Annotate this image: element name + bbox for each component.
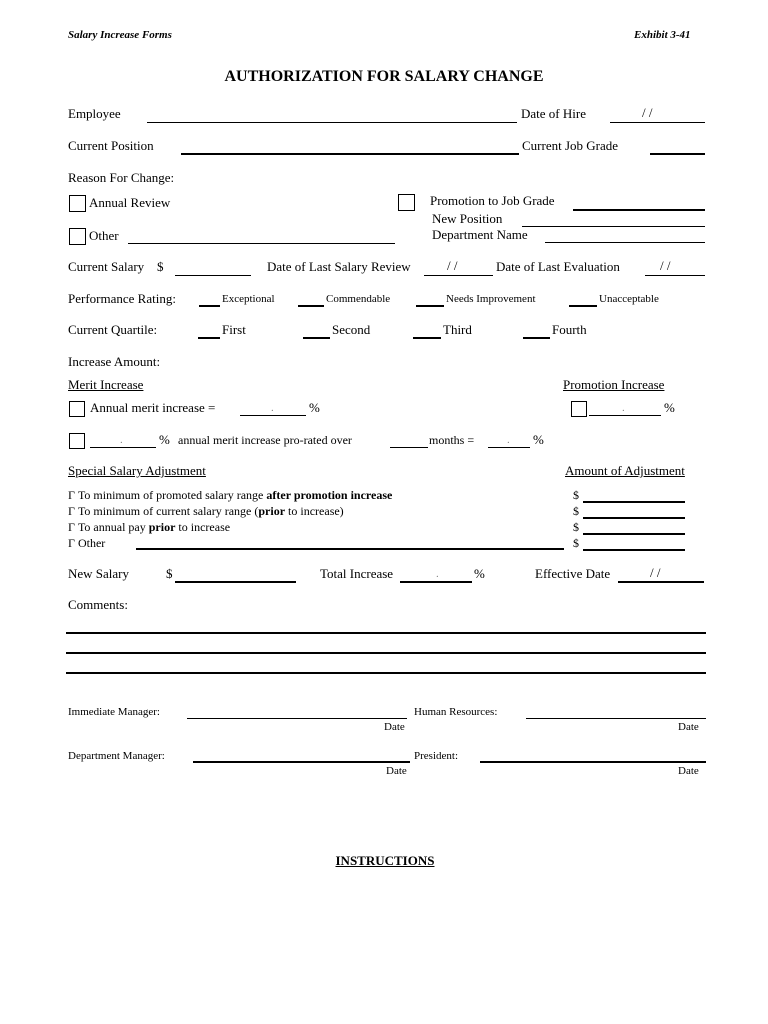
- promotion-job-grade-field[interactable]: [573, 209, 705, 211]
- promotion-increase-percent: %: [664, 400, 675, 415]
- department-manager-label: Department Manager:: [68, 750, 165, 762]
- special-line2-text: To minimum of current salary range (: [77, 504, 259, 518]
- special-adjustment-heading: Special Salary Adjustment: [68, 463, 206, 478]
- prorated-percent-sign: %: [159, 432, 170, 447]
- date-of-hire-label: Date of Hire: [521, 106, 586, 121]
- prorated-result-dot: .: [507, 434, 510, 446]
- perf-needs-improvement-label: Needs Improvement: [446, 293, 536, 305]
- prorated-result-percent: %: [533, 432, 544, 447]
- performance-label: Performance Rating:: [68, 291, 176, 306]
- promotion-increase-checkbox[interactable]: [571, 401, 587, 417]
- perf-unacceptable-blank[interactable]: [569, 305, 597, 307]
- current-job-grade-field[interactable]: [650, 153, 705, 155]
- special-line3-text: To annual pay: [77, 520, 149, 534]
- bullet-icon: Γ: [68, 536, 75, 550]
- header-exhibit: Exhibit 3-41: [634, 29, 691, 41]
- total-increase-label: Total Increase: [320, 566, 394, 581]
- months-label: months =: [429, 433, 475, 447]
- current-position-field[interactable]: [181, 153, 519, 155]
- form-title: AUTHORIZATION FOR SALARY CHANGE: [224, 68, 544, 85]
- employee-field[interactable]: [147, 122, 517, 123]
- special-option-promoted[interactable]: [68, 487, 392, 503]
- promotion-checkbox[interactable]: [398, 194, 415, 211]
- increase-amount-label: Increase Amount:: [68, 354, 161, 369]
- promotion-increase-heading: Promotion Increase: [563, 377, 665, 392]
- special-option-current[interactable]: [68, 503, 344, 519]
- other-reason-label: Other: [89, 228, 119, 243]
- current-salary-field[interactable]: [175, 275, 251, 276]
- comments-line-3[interactable]: [66, 672, 706, 674]
- current-salary-label: Current Salary: [68, 259, 145, 274]
- new-salary-field[interactable]: [175, 581, 296, 583]
- perf-unacceptable-label: Unacceptable: [599, 293, 659, 305]
- annual-merit-dot: .: [271, 402, 274, 414]
- perf-needs-improvement-blank[interactable]: [416, 305, 444, 307]
- last-review-label: Date of Last Salary Review: [267, 259, 411, 274]
- amount-field-2[interactable]: [583, 517, 685, 519]
- department-manager-date: Date: [386, 765, 407, 777]
- amount-field-3[interactable]: [583, 533, 685, 535]
- reason-label: Reason For Change:: [68, 170, 175, 185]
- last-evaluation-slashes: / /: [660, 258, 671, 273]
- special-line2-text-end: to increase): [285, 504, 344, 518]
- effective-date-slashes: / /: [650, 565, 661, 580]
- amount-dollar-2: $: [573, 504, 579, 518]
- header-form-name: Salary Increase Forms: [68, 29, 172, 41]
- amount-field-1[interactable]: [583, 501, 685, 503]
- comments-label: Comments:: [68, 597, 128, 612]
- quartile-third-label: Third: [443, 322, 472, 337]
- prorated-months-field[interactable]: [390, 447, 428, 448]
- perf-commendable-blank[interactable]: [298, 305, 324, 307]
- amount-dollar-4: $: [573, 536, 579, 550]
- date-of-hire-slashes: / /: [642, 105, 653, 120]
- human-resources-label: Human Resources:: [414, 706, 498, 718]
- special-option-other[interactable]: [68, 535, 105, 551]
- president-label: President:: [414, 750, 458, 762]
- promotion-label: Promotion to Job Grade: [430, 193, 555, 208]
- instructions-heading: INSTRUCTIONS: [335, 853, 435, 868]
- quartile-fourth-blank[interactable]: [523, 337, 550, 339]
- perf-commendable-label: Commendable: [326, 293, 391, 305]
- prorated-label: annual merit increase pro-rated over: [178, 433, 352, 447]
- current-job-grade-label: Current Job Grade: [522, 138, 619, 153]
- quartile-first-label: First: [222, 322, 246, 337]
- special-line4-text: Other: [77, 536, 106, 550]
- president-date: Date: [678, 765, 699, 777]
- quartile-second-blank[interactable]: [303, 337, 330, 339]
- quartile-third-blank[interactable]: [413, 337, 441, 339]
- last-review-field[interactable]: [424, 275, 493, 276]
- new-position-field[interactable]: [522, 226, 705, 227]
- promotion-increase-dot: .: [622, 402, 625, 414]
- bullet-icon: Γ: [68, 488, 75, 502]
- last-evaluation-label: Date of Last Evaluation: [496, 259, 620, 274]
- perf-exceptional-label: Exceptional: [222, 293, 275, 305]
- immediate-manager-signature[interactable]: [187, 718, 407, 719]
- department-manager-signature[interactable]: [193, 761, 410, 763]
- annual-review-checkbox[interactable]: [69, 195, 86, 212]
- comments-line-1[interactable]: [66, 632, 706, 634]
- prorated-merit-checkbox[interactable]: [69, 433, 85, 449]
- current-position-label: Current Position: [68, 138, 154, 153]
- new-salary-dollar: $: [166, 566, 173, 581]
- special-line3-bold: prior: [148, 520, 176, 534]
- prorated-percent-field[interactable]: [90, 447, 156, 448]
- last-review-slashes: / /: [447, 258, 458, 273]
- bullet-icon: Γ: [68, 504, 75, 518]
- new-position-label: New Position: [432, 211, 503, 226]
- total-increase-dot: .: [436, 568, 439, 580]
- immediate-manager-date: Date: [384, 721, 405, 733]
- immediate-manager-label: Immediate Manager:: [68, 706, 160, 718]
- merit-increase-heading: Merit Increase: [68, 377, 144, 392]
- bullet-icon: Γ: [68, 520, 75, 534]
- special-line3-text-end: to increase: [175, 520, 231, 534]
- quartile-fourth-label: Fourth: [552, 322, 587, 337]
- amount-dollar-3: $: [573, 520, 579, 534]
- employee-label: Employee: [68, 106, 121, 121]
- last-evaluation-field[interactable]: [645, 275, 705, 276]
- special-line2-bold: prior: [258, 504, 286, 518]
- annual-merit-checkbox[interactable]: [69, 401, 85, 417]
- current-salary-dollar: $: [157, 259, 164, 274]
- special-line1-text: To minimum of promoted salary range: [77, 488, 267, 502]
- quartile-label: Current Quartile:: [68, 322, 158, 337]
- comments-line-2[interactable]: [66, 652, 706, 654]
- department-name-label: Department Name: [432, 227, 528, 242]
- new-salary-label: New Salary: [68, 566, 130, 581]
- quartile-second-label: Second: [332, 322, 371, 337]
- total-increase-percent: %: [474, 566, 485, 581]
- other-reason-checkbox[interactable]: [69, 228, 86, 245]
- amount-field-4[interactable]: [583, 549, 685, 551]
- promotion-increase-field[interactable]: [589, 415, 661, 416]
- department-name-field[interactable]: [545, 242, 705, 243]
- special-other-field[interactable]: [136, 548, 564, 550]
- annual-merit-label: Annual merit increase =: [90, 400, 216, 415]
- special-option-annual-pay[interactable]: [68, 519, 230, 535]
- annual-merit-percent: %: [309, 400, 320, 415]
- perf-exceptional-blank[interactable]: [199, 305, 220, 307]
- amount-dollar-1: $: [573, 488, 579, 502]
- date-of-hire-field[interactable]: [610, 122, 705, 123]
- effective-date-field[interactable]: [618, 581, 704, 583]
- quartile-first-blank[interactable]: [198, 337, 220, 339]
- human-resources-date: Date: [678, 721, 699, 733]
- special-line1-bold: after promotion increase: [266, 488, 393, 502]
- annual-review-label: Annual Review: [89, 195, 171, 210]
- other-reason-field[interactable]: [128, 243, 395, 244]
- effective-date-label: Effective Date: [535, 566, 611, 581]
- prorated-dot: .: [120, 434, 123, 446]
- president-signature[interactable]: [480, 761, 706, 763]
- amount-adjustment-heading: Amount of Adjustment: [565, 463, 685, 478]
